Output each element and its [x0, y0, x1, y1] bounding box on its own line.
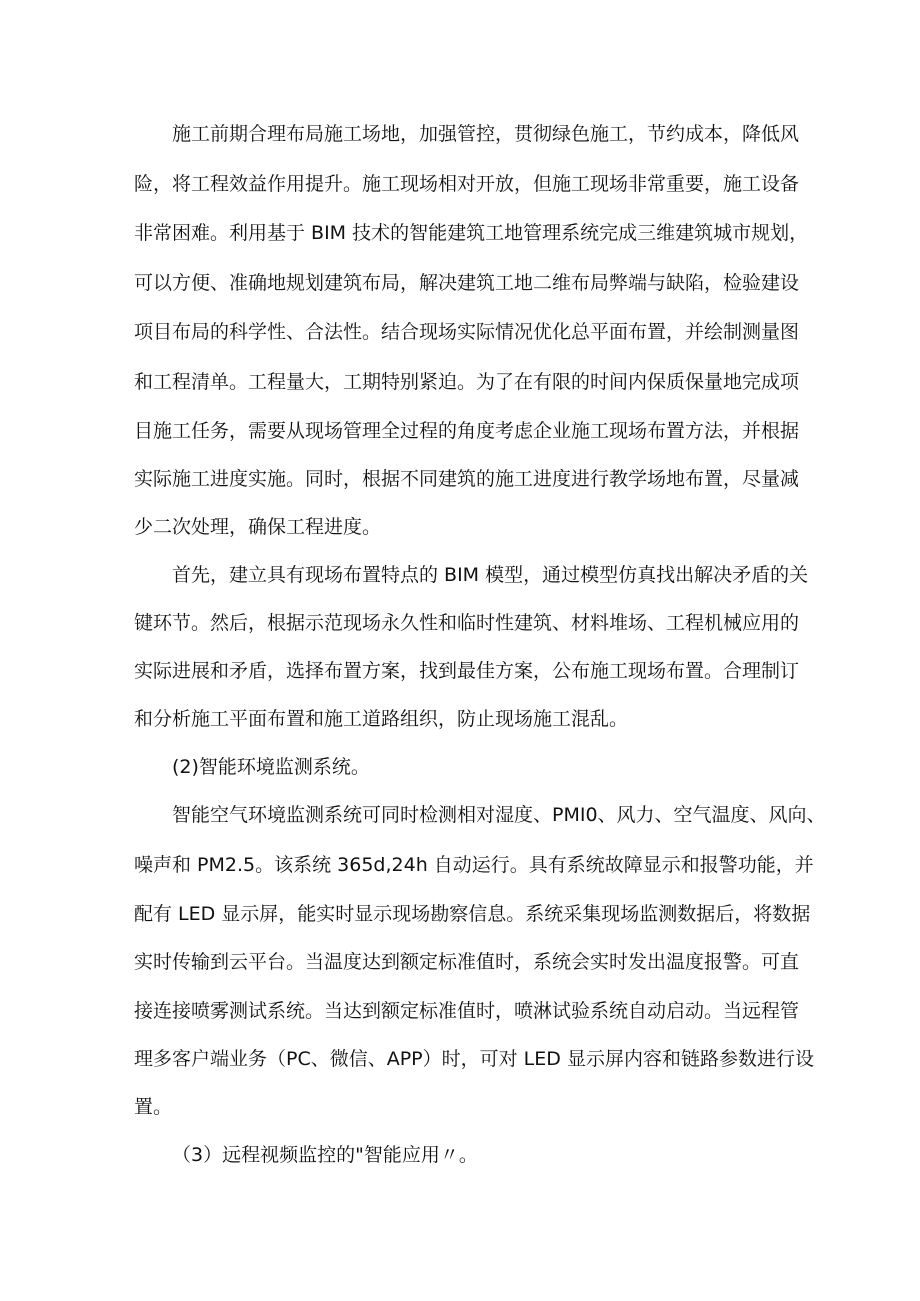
paragraph-2-line-2: 键环节。然后，根据示范现场永久性和临时性建筑、材料堆场、工程机械应用的	[134, 612, 800, 634]
paragraph-1-line-1: 施工前期合理布局施工场地，加强管控，贯彻绿色施工，节约成本，降低风	[172, 123, 800, 145]
paragraph-1-line-4: 可以方便、准确地规划建筑布局，解决建筑工地二维布局弊端与缺陷，检验建设	[134, 272, 800, 294]
paragraph-3-line-6: 理多客户端业务（PC、微信、APP）时，可对 LED 显示屏内容和链路参数进行设	[134, 1048, 814, 1070]
section-heading-2: (2)智能环境监测系统。	[172, 756, 370, 778]
paragraph-3-line-2: 噪声和 PM2.5。该系统 365d,24h 自动运行。具有系统故障显示和报警功能，并	[134, 854, 814, 876]
paragraph-1-line-9: 少二次处理，确保工程进度。	[134, 516, 382, 538]
paragraph-3-line-1: 智能空气环境监测系统可同时检测相对湿度、PMI0、风力、空气温度、风向、	[172, 804, 826, 826]
section-heading-3: （3）远程视频监控的"智能应用〃。	[172, 1144, 478, 1166]
paragraph-1-line-2: 险，将工程效益作用提升。施工现场相对开放，但施工现场非常重要，施工设备	[134, 173, 800, 195]
paragraph-1-line-3: 非常困难。利用基于 BIM 技术的智能建筑工地管理系统完成三维建筑城市规划，	[134, 222, 809, 244]
paragraph-3-line-4: 实时传输到云平台。当温度达到额定标准值时，系统会实时发出温度报警。可直	[134, 951, 800, 973]
paragraph-1-line-8: 实际施工进度实施。同时，根据不同建筑的施工进度进行教学场地布置，尽量减	[134, 468, 800, 490]
paragraph-2-line-1: 首先，建立具有现场布置特点的 BIM 模型，通过模型仿真找出解决矛盾的关	[172, 564, 809, 586]
paragraph-3-line-7: 置。	[134, 1096, 173, 1118]
paragraph-3-line-5: 接连接喷雾测试系统。当达到额定标准值时，喷淋试验系统自动启动。当远程管	[134, 1000, 800, 1022]
paragraph-3-line-3: 配有 LED 显示屏，能实时显示现场勘察信息。系统采集现场监测数据后，将数据	[134, 903, 811, 925]
paragraph-2-line-4: 和分析施工平面布置和施工道路组织，防止现场施工混乱。	[134, 708, 629, 730]
paragraph-1-line-6: 和工程清单。工程量大，工期特别紧迫。为了在有限的时间内保质保量地完成项	[134, 371, 800, 393]
paragraph-1-line-7: 目施工任务，需要从现场管理全过程的角度考虑企业施工现场布置方法，并根据	[134, 420, 800, 442]
paragraph-1-line-5: 项目布局的科学性、合法性。结合现场实际情况优化总平面布置，并绘制测量图	[134, 321, 800, 343]
paragraph-2-line-3: 实际进展和矛盾，选择布置方案，找到最佳方案，公布施工现场布置。合理制订	[134, 660, 800, 682]
